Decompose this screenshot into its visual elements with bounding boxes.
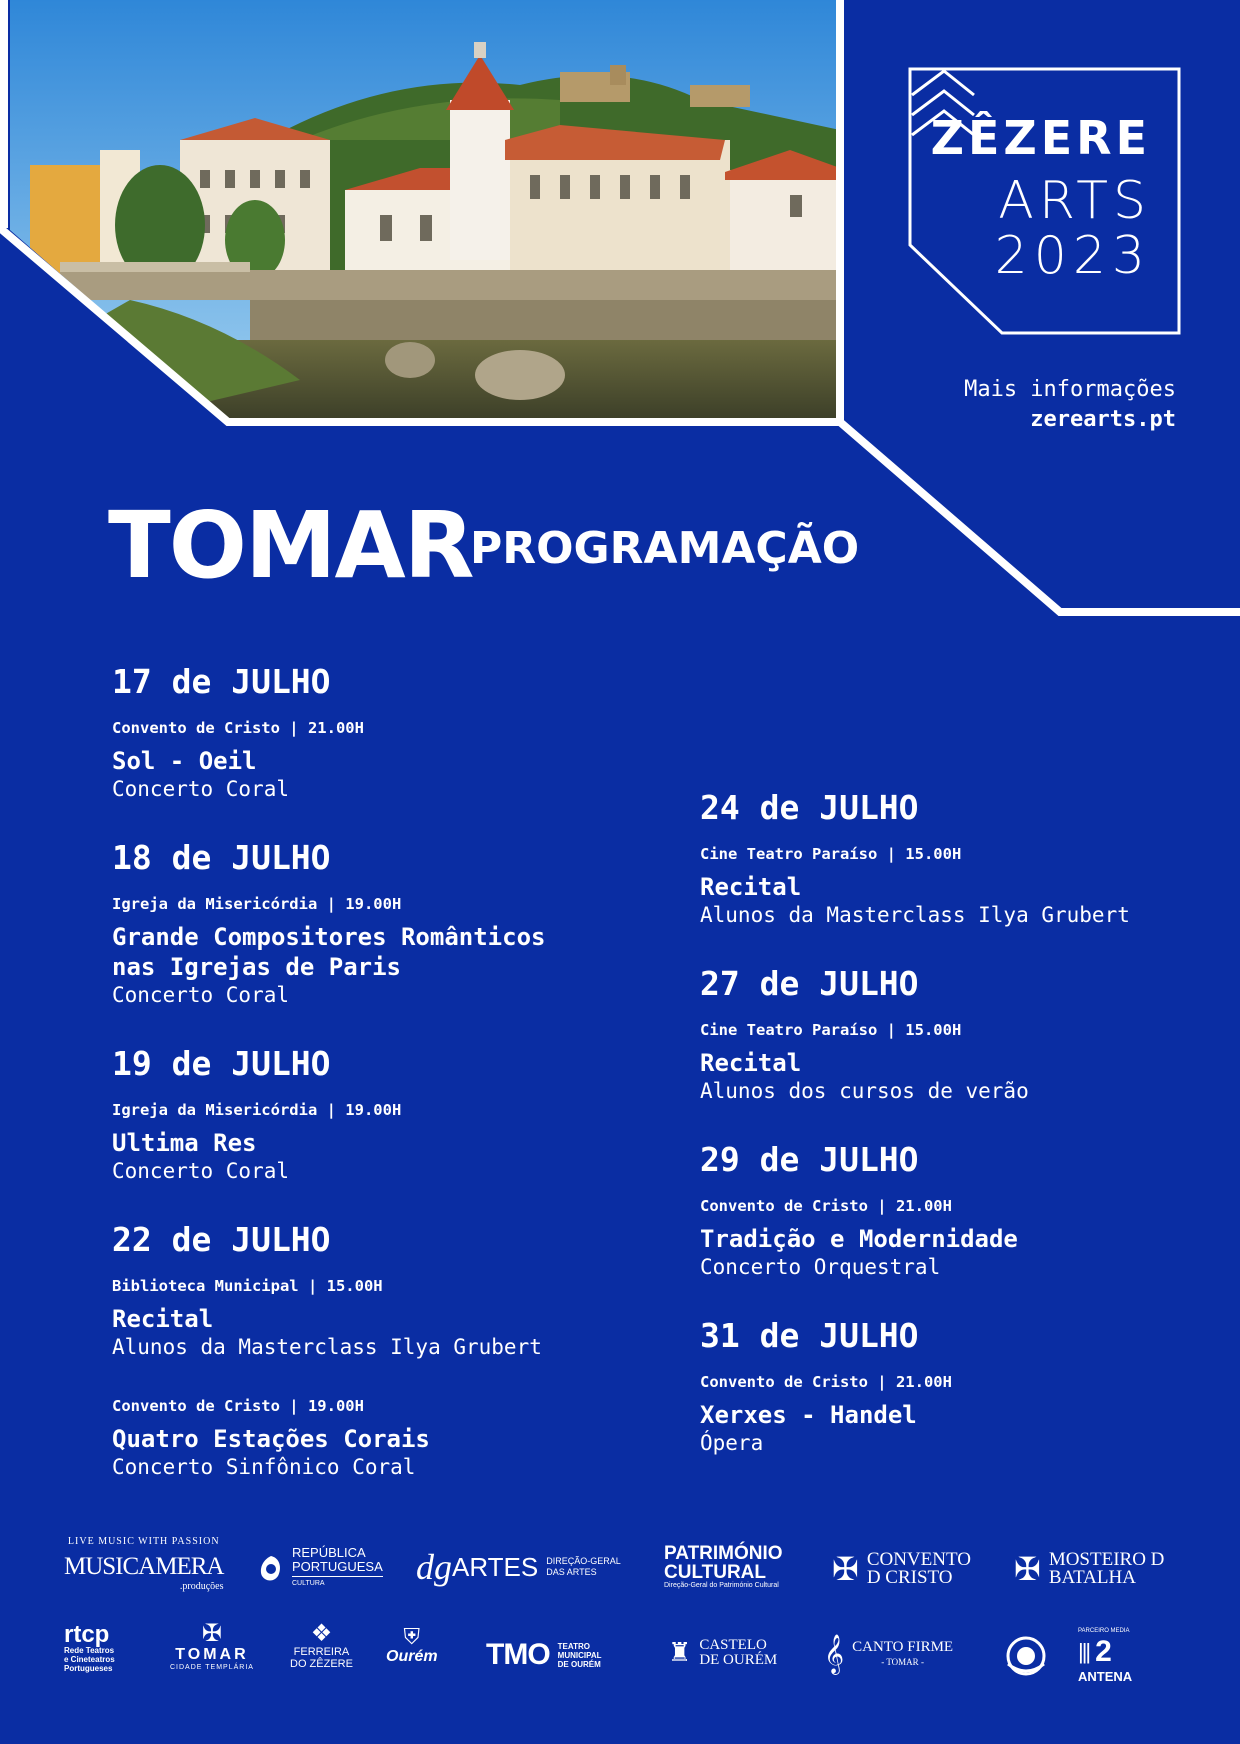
event-title: Tradição e Modernidade	[700, 1225, 1018, 1253]
event	[700, 1020, 1240, 1104]
event-date: 24 de JULHO	[700, 788, 919, 827]
rtcp-line3: Portugueses	[64, 1664, 113, 1673]
day-block	[700, 1316, 1240, 1456]
tomar-cross-icon: ✠	[201, 1620, 223, 1647]
event-subtitle: Alunos da Masterclass Ilya Grubert	[700, 903, 1130, 927]
event	[112, 1100, 672, 1184]
day-block	[112, 662, 672, 802]
republica-emblem-icon	[258, 1554, 284, 1584]
ourem-logo	[386, 1626, 438, 1666]
website-link[interactable]: zerearts.pt	[1030, 407, 1176, 432]
rtcp-line2: e Cineteatros	[64, 1655, 115, 1664]
schedule-right-column	[700, 788, 1240, 1492]
patrimonio-line2: CULTURAL	[664, 1562, 767, 1583]
event	[112, 894, 672, 1008]
brand-title: ZÊZERE	[930, 111, 1151, 165]
canto-firme-logo	[824, 1636, 953, 1674]
patrimonio-line3: Direção-Geral do Património Cultural	[664, 1582, 779, 1589]
event-date: 29 de JULHO	[700, 1140, 919, 1179]
cross-icon: ✠	[1014, 1551, 1041, 1587]
chevron-up-icon	[908, 67, 978, 147]
event-venue: Biblioteca Municipal | 15.00H	[112, 1277, 383, 1295]
event-subtitle: Concerto Coral	[112, 777, 290, 801]
event-date: 22 de JULHO	[112, 1220, 331, 1259]
event	[700, 1372, 1240, 1456]
ferreira-line2: DO ZÊZERE	[290, 1658, 353, 1670]
tmo-logo	[486, 1638, 602, 1672]
mosteiro-line1: MOSTEIRO D	[1048, 1549, 1165, 1570]
tomar-sub: CIDADE TEMPLÁRIA	[170, 1664, 254, 1671]
antena-bars-icon: |||	[1078, 1639, 1090, 1664]
antena2-logo	[1078, 1628, 1132, 1684]
antena-number: 2	[1095, 1635, 1112, 1668]
event-subtitle: Alunos dos cursos de verão	[700, 1079, 1029, 1103]
day-block	[700, 964, 1240, 1104]
event-venue: Igreja da Misericórdia | 19.00H	[112, 1101, 402, 1119]
brand-subtitle: ARTS	[998, 171, 1151, 231]
event	[112, 718, 672, 802]
event-venue: Igreja da Misericórdia | 19.00H	[112, 895, 402, 913]
more-info	[964, 375, 1176, 435]
cross-icon: ✠	[832, 1551, 859, 1587]
day-block	[112, 1220, 672, 1480]
castelo-ourem-logo	[668, 1638, 777, 1668]
musicamera-sub: .produções	[179, 1581, 224, 1592]
rtcp-name: rtcp	[64, 1621, 110, 1648]
ourem-name: Ourém	[386, 1648, 438, 1665]
ferreira-zezere-logo	[290, 1622, 353, 1670]
republica-line1: REPÚBLICA	[292, 1545, 366, 1560]
info-label: Mais informações	[964, 377, 1176, 402]
mosteiro-batalha-logo	[1014, 1550, 1164, 1588]
canto-line2: - TOMAR -	[881, 1657, 924, 1667]
event-subtitle: Ópera	[700, 1431, 764, 1455]
tmo-mark: TMO	[486, 1638, 550, 1671]
tmo-line2: MUNICIPAL	[557, 1650, 602, 1660]
event-subtitle: Alunos da Masterclass Ilya Grubert	[112, 1335, 542, 1359]
musicamera-logo	[64, 1536, 223, 1592]
musicamera-name: MUSICAMERA	[64, 1553, 224, 1580]
event-subtitle: Concerto Orquestral	[700, 1255, 941, 1279]
event-date: 18 de JULHO	[112, 838, 331, 877]
patrimonio-line1: PATRIMÓNIO	[664, 1543, 783, 1564]
event	[112, 1276, 672, 1360]
republica-line3: CULTURA	[292, 1580, 325, 1587]
event-date: 27 de JULHO	[700, 964, 919, 1003]
schedule-left-column	[112, 662, 672, 1516]
antena-partner: PARCEIRO MEDIA	[1078, 1628, 1130, 1634]
municipal-crest-logo	[1002, 1634, 1050, 1678]
patrimonio-cultural-logo	[664, 1544, 783, 1589]
event-venue: Convento de Cristo | 19.00H	[112, 1397, 364, 1415]
zezere-arts-logo	[908, 67, 1181, 335]
day-block	[112, 838, 672, 1008]
tmo-line3: DE OURÉM	[557, 1659, 601, 1669]
event-title: Quatro Estações Corais	[112, 1425, 430, 1453]
event-title: Ultima Res	[112, 1129, 257, 1157]
event-title: Recital	[700, 873, 802, 901]
castle-icon: ♜	[668, 1638, 692, 1667]
sponsor-logos	[0, 1530, 1240, 1730]
event-date: 17 de JULHO	[112, 662, 331, 701]
mosteiro-line2: BATALHA	[1048, 1567, 1136, 1588]
dgartes-name: ARTES	[452, 1551, 539, 1582]
tomar-logo	[170, 1622, 254, 1671]
rtcp-line1: Rede Teatros	[64, 1646, 115, 1655]
event-venue: Cine Teatro Paraíso | 15.00H	[700, 845, 962, 863]
event-title: Xerxes - Handel	[700, 1401, 917, 1429]
republica-portuguesa-logo	[258, 1546, 383, 1591]
republica-line2: PORTUGUESA	[292, 1560, 383, 1577]
hero-photo	[0, 0, 840, 420]
event-title: Recital	[112, 1305, 214, 1333]
event-title: Recital	[700, 1049, 802, 1077]
event-venue: Convento de Cristo | 21.00H	[112, 719, 364, 737]
tomar-name: TOMAR	[175, 1646, 249, 1663]
ferreira-emblem-icon: ❖	[310, 1620, 333, 1647]
convento-line2: D CRISTO	[866, 1567, 953, 1588]
brand-year: 2023	[994, 226, 1151, 286]
event-title: Grande Compositores Românticos nas Igrejas de Paris	[112, 923, 546, 981]
crest-icon	[1002, 1634, 1050, 1678]
event-venue: Convento de Cristo | 21.00H	[700, 1197, 952, 1215]
event-venue: Convento de Cristo | 21.00H	[700, 1373, 952, 1391]
event-date: 19 de JULHO	[112, 1044, 331, 1083]
dgartes-line2: DAS ARTES	[546, 1567, 597, 1577]
event-subtitle: Concerto Sinfônico Coral	[112, 1455, 416, 1479]
ourem-shield-icon: ⛨	[403, 1624, 421, 1649]
day-block	[700, 1140, 1240, 1280]
event	[700, 844, 1240, 928]
event-date: 31 de JULHO	[700, 1316, 919, 1355]
city-title: TOMAR	[108, 492, 473, 599]
ferreira-line1: FERREIRA	[293, 1646, 350, 1658]
event-venue: Cine Teatro Paraíso | 15.00H	[700, 1021, 962, 1039]
musicamera-tagline: LIVE MUSIC WITH PASSION	[67, 1536, 220, 1547]
tmo-line1: TEATRO	[557, 1641, 590, 1651]
dgartes-logo	[416, 1546, 621, 1588]
antena-name: ANTENA	[1078, 1669, 1133, 1684]
castelo-line1: CASTELO	[699, 1637, 767, 1653]
castelo-line2: DE OURÉM	[699, 1652, 778, 1668]
canto-line1: CANTO FIRME	[852, 1639, 954, 1655]
dgartes-mark: dg	[416, 1547, 452, 1587]
day-block	[112, 1044, 672, 1184]
dgartes-line1: DIREÇÃO-GERAL	[546, 1556, 621, 1566]
event	[112, 1396, 672, 1480]
event-subtitle: Concerto Coral	[112, 983, 290, 1007]
event-title: Sol - Oeil	[112, 747, 257, 775]
convento-cristo-logo	[832, 1550, 971, 1588]
day-block	[700, 788, 1240, 928]
convento-line1: CONVENTO	[866, 1549, 971, 1570]
section-title: PROGRAMAÇÃO	[470, 523, 860, 574]
rtcp-logo	[64, 1621, 115, 1673]
treble-clef-icon: 𝄞	[824, 1636, 845, 1673]
event-subtitle: Concerto Coral	[112, 1159, 290, 1183]
event	[700, 1196, 1240, 1280]
